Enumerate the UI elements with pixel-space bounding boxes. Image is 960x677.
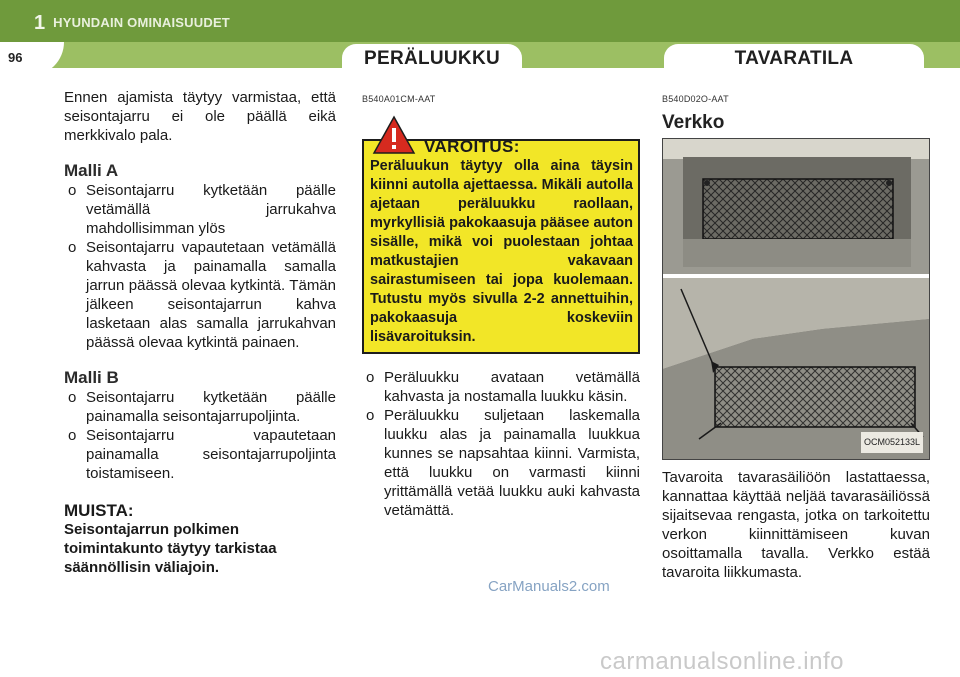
watermark-text: CarManuals2.com	[488, 578, 610, 595]
tailgate-list	[362, 368, 640, 520]
chapter-title-text: HYUNDAIN OMINAISUUDET	[53, 15, 230, 30]
chapter-number: 1	[34, 12, 46, 34]
page-number: 96	[0, 42, 64, 76]
malli-b-list	[64, 388, 336, 483]
column-tailgate	[362, 90, 640, 520]
bullet-marker: o	[366, 407, 375, 424]
warning-triangle-icon	[372, 115, 416, 155]
warning-box	[362, 139, 640, 354]
malli-a-list	[64, 181, 336, 352]
malli-a-heading: Malli A	[64, 161, 119, 180]
cargo-net-photo	[662, 138, 930, 460]
chapter-header-bar	[0, 0, 960, 42]
warning-title: VAROITUS:	[424, 137, 520, 156]
bullet-marker: o	[366, 369, 375, 386]
tab-tavaratila: TAVARATILA	[664, 44, 924, 74]
section-heading: Verkko	[662, 112, 725, 133]
intro-paragraph: Ennen ajamista täytyy varmistaa, että seisontajarru ei ole päällä eikä merkkivalo pala.	[64, 89, 336, 144]
list-item: o Peräluukku avataan vetämällä kahvasta ja nostamalla luukku käsin.	[366, 369, 640, 405]
list-item: o Peräluukku suljetaan laskemalla luukku alas ja painamalla luukkua kunnes se napsahtaa kiinni. Varmista, että luukku on varmasti kiinni yrittämällä vetää luukku auki kahvasta vetämättä.	[366, 407, 640, 519]
list-item: o Seisontajarru kytketään päälle vetämällä jarrukahva mahdollisimman ylös	[68, 182, 336, 237]
column-cargo-area	[662, 90, 930, 582]
chapter-title	[34, 12, 230, 35]
bullet-marker: o	[68, 182, 77, 199]
site-watermark: carmanualsonline.info	[600, 648, 844, 675]
list-item: o Seisontajarru kytketään päälle painamalla seisontajarrupoljinta.	[68, 389, 336, 425]
warning-text: Peräluukun täytyy olla aina täysin kiinni autolla ajettaessa. Mikäli autolla ajetaan peräluukku raollaan, myrkyllisiä pakokaasuja pääsee auton sisälle, mikä voi puolestaan johtaa matkustajien vakavaan sairastumiseen tai jopa kuolemaan. Tutustu myös sivulla 2-2 annettuihin, pakokaasuja koskeviin lisävaroituksin.	[370, 158, 633, 345]
malli-b-heading: Malli B	[64, 368, 119, 387]
list-item: o Seisontajarru vapautetaan painamalla seisontajarrupoljinta toistamiseen.	[68, 427, 336, 482]
bullet-marker: o	[68, 389, 77, 406]
tab-peraluukku: PERÄLUUKKU	[342, 44, 522, 74]
cargo-net-paragraph: Tavaroita tavarasäiliöön lastattaessa, kannattaa käyttää neljää tavarasäiliössä sijaitsevaa rengasta, jotka on tarkoitettu verkon kiinnittämiseen kuvan osoittamalla tavalla. Verkko estää tavaroita liikkumasta.	[662, 469, 930, 581]
note-text: Seisontajarrun polkimen toimintakunto täytyy tarkistaa säännöllisin väliajoin.	[64, 521, 277, 576]
note-title: MUISTA:	[64, 501, 134, 520]
bullet-marker: o	[68, 239, 77, 256]
bullet-marker: o	[68, 427, 77, 444]
section-code: B540A01CM-AAT	[362, 94, 436, 104]
list-item: o Seisontajarru vapautetaan vetämällä kahvasta ja painamalla samalla jarrun päässä olevaa kytkintä. Tämän jälkeen seisontajarrun kahva lasketaan alas samalla jarrukahvan päässä olevaa kytkintä painaen.	[68, 239, 336, 351]
column-parking-brake	[64, 88, 336, 577]
section-code: B540D02O-AAT	[662, 94, 729, 104]
cargo-net-illustration	[663, 139, 930, 460]
image-code-label: OCM052133L	[861, 432, 923, 453]
